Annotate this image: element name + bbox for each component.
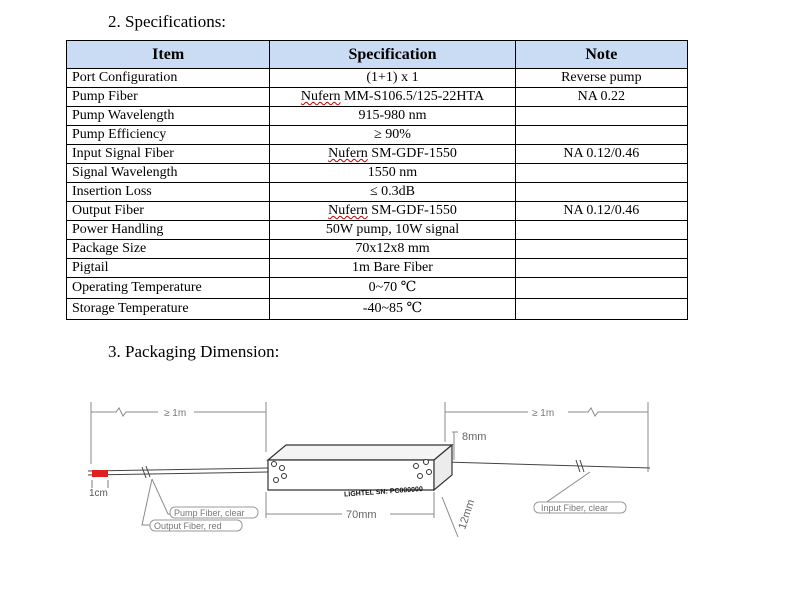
table-row: [67, 164, 688, 183]
red-marker: [92, 470, 108, 477]
table-row: [67, 202, 688, 221]
header-item: Item: [67, 41, 270, 69]
cell-item: Pump Fiber: [67, 88, 270, 107]
cell-item: Pump Efficiency: [67, 126, 270, 145]
table-row: [67, 126, 688, 145]
table-row: [67, 259, 688, 278]
cell-note: [515, 164, 687, 183]
cell-specification: ≤ 0.3dB: [270, 183, 515, 202]
table-row: [67, 221, 688, 240]
table-row: [67, 107, 688, 126]
cell-item: Insertion Loss: [67, 183, 270, 202]
cell-item: Package Size: [67, 240, 270, 259]
packaging-heading: 3. Packaging Dimension:: [108, 342, 280, 361]
spec-value: SM-GDF-1550: [367, 203, 457, 218]
header-specification: Specification: [270, 41, 515, 69]
table-row: [67, 88, 688, 107]
specifications-heading: 2. Specifications:: [108, 12, 227, 31]
spec-brand: Nufern: [328, 203, 368, 218]
right-fiber: [445, 460, 650, 472]
spec-brand: Nufern: [300, 89, 341, 104]
cell-note: [515, 221, 687, 240]
table-row: [67, 145, 688, 164]
cell-specification: 50W pump, 10W signal: [270, 221, 515, 240]
left-fibers: [88, 466, 268, 478]
cell-item: Port Configuration: [67, 69, 270, 88]
table-row: [67, 278, 688, 299]
cell-note: [515, 299, 687, 320]
right-length-label: ≥ 1m: [532, 408, 555, 419]
table-row: [67, 299, 688, 320]
specifications-table: [66, 40, 688, 320]
table-header-row: [67, 41, 688, 69]
cell-specification: 1550 nm: [270, 164, 515, 183]
pump-fiber-label: Pump Fiber, clear: [174, 508, 245, 518]
spec-value: SM-GDF-1550: [367, 146, 457, 161]
length-label: 70mm: [346, 509, 377, 521]
height-dimension: [452, 432, 458, 460]
cell-specification: (1+1) x 1: [270, 69, 515, 88]
device-package: [268, 445, 452, 490]
red-marker-label: 1cm: [89, 488, 108, 499]
device-label: LIGHTEL SN: PC000000: [343, 486, 424, 499]
cell-specification: 0~70 ℃: [270, 278, 515, 299]
cell-note: NA 0.12/0.46: [515, 145, 687, 164]
table-row: [67, 183, 688, 202]
cell-item: Signal Wavelength: [67, 164, 270, 183]
spec-brand: Nufern: [328, 146, 368, 161]
cell-note: [515, 126, 687, 145]
cell-specification: 70x12x8 mm: [270, 240, 515, 259]
cell-item: Operating Temperature: [67, 278, 270, 299]
cell-note: [515, 107, 687, 126]
width-dimension: [442, 497, 458, 537]
cell-note: [515, 259, 687, 278]
cell-specification: -40~85 ℃: [270, 299, 515, 320]
header-note: Note: [515, 41, 687, 69]
cell-specification: 1m Bare Fiber: [270, 259, 515, 278]
cell-specification: [270, 88, 515, 107]
output-fiber-label: Output Fiber, red: [154, 521, 222, 531]
table-row: [67, 240, 688, 259]
cell-note: NA 0.12/0.46: [515, 202, 687, 221]
spec-value: MM-S106.5/125-22HTA: [340, 89, 485, 104]
cell-specification: [270, 145, 515, 164]
cell-item: Input Signal Fiber: [67, 145, 270, 164]
cell-item: Pigtail: [67, 259, 270, 278]
table-row: [67, 69, 688, 88]
cell-item: Pump Wavelength: [67, 107, 270, 126]
left-length-label: ≥ 1m: [164, 408, 187, 419]
cell-specification: 915-980 nm: [270, 107, 515, 126]
cell-note: NA 0.22: [515, 88, 687, 107]
cell-item: Storage Temperature: [67, 299, 270, 320]
cell-specification: ≥ 90%: [270, 126, 515, 145]
cell-item: Power Handling: [67, 221, 270, 240]
cell-note: [515, 278, 687, 299]
cell-note: [515, 240, 687, 259]
cell-note: [515, 183, 687, 202]
packaging-dimension-diagram: [80, 392, 680, 552]
height-label: 8mm: [462, 431, 487, 443]
cell-item: Output Fiber: [67, 202, 270, 221]
width-label: 12mm: [456, 498, 478, 531]
cell-note: Reverse pump: [515, 69, 687, 88]
cell-specification: [270, 202, 515, 221]
input-fiber-label: Input Fiber, clear: [541, 503, 609, 513]
